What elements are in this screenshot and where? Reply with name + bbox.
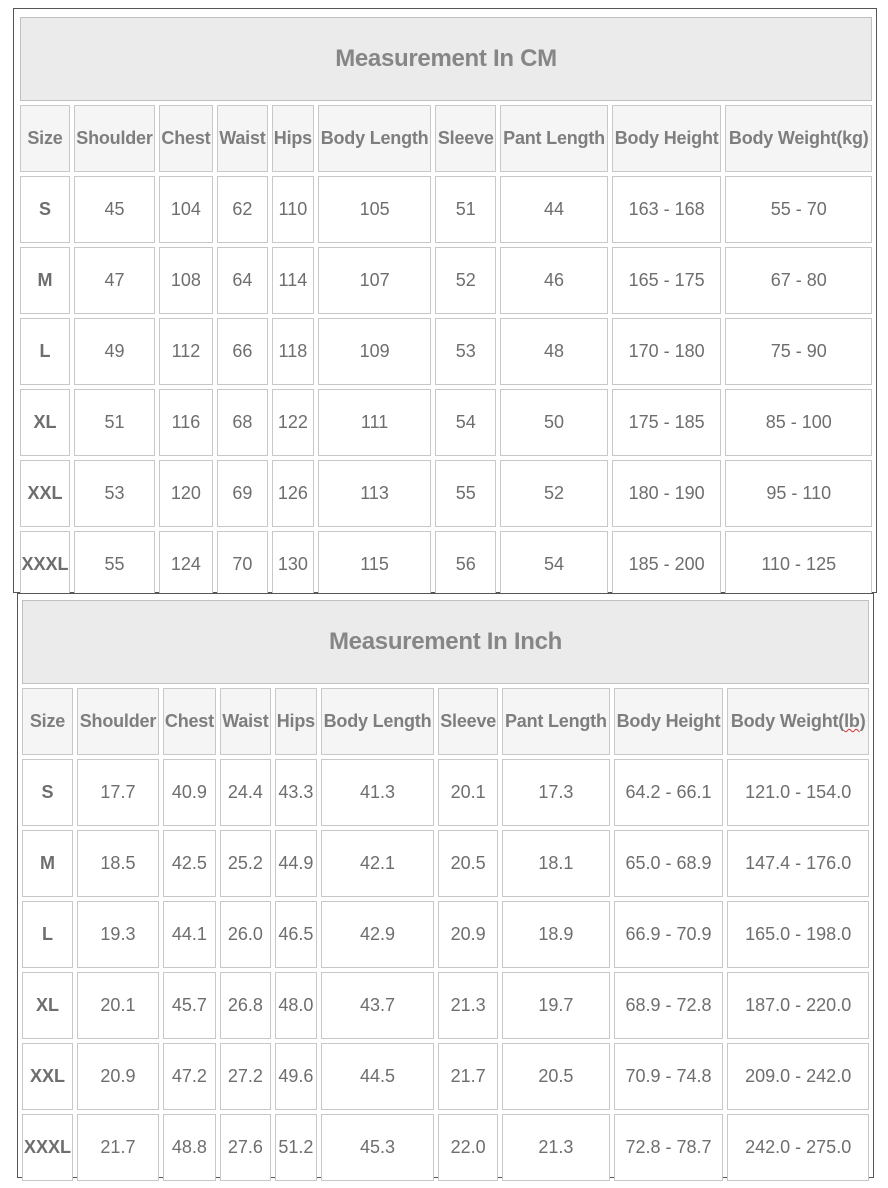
cell-chest: 112 xyxy=(159,318,213,385)
cell-body-height: 165 - 175 xyxy=(612,247,722,314)
cell-shoulder: 20.1 xyxy=(77,972,159,1039)
cell-waist: 69 xyxy=(217,460,268,527)
cell-body-height: 68.9 - 72.8 xyxy=(614,972,724,1039)
cell-body-weight: 209.0 - 242.0 xyxy=(727,1043,869,1110)
cell-body-height: 70.9 - 74.8 xyxy=(614,1043,724,1110)
cell-pant-length: 20.5 xyxy=(502,1043,609,1110)
header-sleeve: Sleeve xyxy=(435,105,496,172)
cell-chest: 48.8 xyxy=(163,1114,216,1181)
cell-body-length: 109 xyxy=(318,318,431,385)
cell-hips: 48.0 xyxy=(275,972,317,1039)
table-row xyxy=(20,176,872,243)
header-body-weight-text: Body Weight(lb) xyxy=(730,711,866,731)
cm-table-title: Measurement In CM xyxy=(20,17,872,101)
cell-waist: 62 xyxy=(217,176,268,243)
cell-chest: 108 xyxy=(159,247,213,314)
inch-table xyxy=(18,596,873,1185)
cell-hips: 49.6 xyxy=(275,1043,317,1110)
cell-sleeve: 51 xyxy=(435,176,496,243)
cell-sleeve: 56 xyxy=(435,531,496,598)
cell-body-length: 107 xyxy=(318,247,431,314)
cell-waist: 25.2 xyxy=(220,830,271,897)
cell-body-weight: 67 - 80 xyxy=(725,247,872,314)
header-body-height: Body Height xyxy=(612,105,722,172)
cell-body-length: 105 xyxy=(318,176,431,243)
cell-shoulder: 19.3 xyxy=(77,901,159,968)
cell-hips: 118 xyxy=(272,318,314,385)
inch-header-row xyxy=(22,688,869,755)
header-hips: Hips xyxy=(275,688,317,755)
cell-chest: 104 xyxy=(159,176,213,243)
cell-hips: 44.9 xyxy=(275,830,317,897)
cell-body-height: 65.0 - 68.9 xyxy=(614,830,724,897)
cm-table xyxy=(16,13,876,602)
cell-sleeve: 20.9 xyxy=(438,901,498,968)
cell-body-weight: 242.0 - 275.0 xyxy=(727,1114,869,1181)
cell-shoulder: 45 xyxy=(74,176,155,243)
cell-body-length: 43.7 xyxy=(321,972,434,1039)
cell-body-height: 64.2 - 66.1 xyxy=(614,759,724,826)
cell-sleeve: 21.7 xyxy=(438,1043,498,1110)
cell-waist: 66 xyxy=(217,318,268,385)
cell-pant-length: 21.3 xyxy=(502,1114,609,1181)
cell-chest: 120 xyxy=(159,460,213,527)
cell-hips: 130 xyxy=(272,531,314,598)
inch-size-chart xyxy=(17,593,874,1178)
cell-waist: 26.0 xyxy=(220,901,271,968)
cell-size: XXXL xyxy=(20,531,70,598)
cell-body-height: 180 - 190 xyxy=(612,460,722,527)
table-row xyxy=(20,531,872,598)
cell-pant-length: 46 xyxy=(500,247,608,314)
cell-shoulder: 55 xyxy=(74,531,155,598)
header-hips: Hips xyxy=(272,105,314,172)
cell-body-length: 44.5 xyxy=(321,1043,434,1110)
cell-shoulder: 51 xyxy=(74,389,155,456)
cell-waist: 70 xyxy=(217,531,268,598)
header-chest: Chest xyxy=(159,105,213,172)
cell-pant-length: 48 xyxy=(500,318,608,385)
cell-body-weight: 147.4 - 176.0 xyxy=(727,830,869,897)
cell-size: XL xyxy=(20,389,70,456)
table-row xyxy=(22,830,869,897)
cell-body-height: 66.9 - 70.9 xyxy=(614,901,724,968)
cell-shoulder: 53 xyxy=(74,460,155,527)
cell-pant-length: 54 xyxy=(500,531,608,598)
cell-body-height: 163 - 168 xyxy=(612,176,722,243)
cm-header-row xyxy=(20,105,872,172)
cell-size: L xyxy=(22,901,73,968)
cell-chest: 42.5 xyxy=(163,830,216,897)
cell-sleeve: 21.3 xyxy=(438,972,498,1039)
cell-shoulder: 21.7 xyxy=(77,1114,159,1181)
cell-pant-length: 18.9 xyxy=(502,901,609,968)
cell-waist: 27.2 xyxy=(220,1043,271,1110)
cell-size: S xyxy=(22,759,73,826)
cell-sleeve: 52 xyxy=(435,247,496,314)
cell-chest: 40.9 xyxy=(163,759,216,826)
header-body-length: Body Length xyxy=(321,688,434,755)
cell-size: XXXL xyxy=(22,1114,73,1181)
cell-shoulder: 49 xyxy=(74,318,155,385)
cell-body-length: 115 xyxy=(318,531,431,598)
header-body-weight xyxy=(727,688,869,755)
cell-sleeve: 20.1 xyxy=(438,759,498,826)
cell-body-length: 42.9 xyxy=(321,901,434,968)
cell-shoulder: 20.9 xyxy=(77,1043,159,1110)
cell-hips: 122 xyxy=(272,389,314,456)
cell-body-weight: 165.0 - 198.0 xyxy=(727,901,869,968)
cell-size: S xyxy=(20,176,70,243)
cell-pant-length: 44 xyxy=(500,176,608,243)
cell-hips: 43.3 xyxy=(275,759,317,826)
header-waist: Waist xyxy=(220,688,271,755)
cell-size: XXL xyxy=(20,460,70,527)
cell-body-weight: 187.0 - 220.0 xyxy=(727,972,869,1039)
cell-body-weight: 95 - 110 xyxy=(725,460,872,527)
cm-size-chart xyxy=(13,8,877,593)
header-chest: Chest xyxy=(163,688,216,755)
table-row xyxy=(20,247,872,314)
cell-size: XL xyxy=(22,972,73,1039)
cell-body-weight: 110 - 125 xyxy=(725,531,872,598)
cell-body-height: 170 - 180 xyxy=(612,318,722,385)
header-shoulder: Shoulder xyxy=(77,688,159,755)
cell-pant-length: 19.7 xyxy=(502,972,609,1039)
cell-shoulder: 17.7 xyxy=(77,759,159,826)
cell-chest: 47.2 xyxy=(163,1043,216,1110)
cell-body-weight: 55 - 70 xyxy=(725,176,872,243)
table-row xyxy=(20,389,872,456)
cell-waist: 27.6 xyxy=(220,1114,271,1181)
header-sleeve: Sleeve xyxy=(438,688,498,755)
table-row xyxy=(20,460,872,527)
cell-hips: 51.2 xyxy=(275,1114,317,1181)
cell-chest: 116 xyxy=(159,389,213,456)
header-waist: Waist xyxy=(217,105,268,172)
cell-hips: 46.5 xyxy=(275,901,317,968)
table-row xyxy=(22,901,869,968)
cell-shoulder: 18.5 xyxy=(77,830,159,897)
header-size: Size xyxy=(22,688,73,755)
cell-pant-length: 17.3 xyxy=(502,759,609,826)
cell-waist: 68 xyxy=(217,389,268,456)
cell-sleeve: 54 xyxy=(435,389,496,456)
header-size: Size xyxy=(20,105,70,172)
header-body-height: Body Height xyxy=(614,688,724,755)
cell-hips: 114 xyxy=(272,247,314,314)
cell-sleeve: 55 xyxy=(435,460,496,527)
table-row xyxy=(22,1114,869,1181)
cell-body-weight: 85 - 100 xyxy=(725,389,872,456)
cell-sleeve: 20.5 xyxy=(438,830,498,897)
header-pant-length: Pant Length xyxy=(502,688,609,755)
cell-sleeve: 22.0 xyxy=(438,1114,498,1181)
cell-pant-length: 18.1 xyxy=(502,830,609,897)
cell-pant-length: 52 xyxy=(500,460,608,527)
table-row xyxy=(22,759,869,826)
cell-body-length: 113 xyxy=(318,460,431,527)
cell-size: XXL xyxy=(22,1043,73,1110)
cell-waist: 26.8 xyxy=(220,972,271,1039)
table-row xyxy=(22,972,869,1039)
cell-body-height: 175 - 185 xyxy=(612,389,722,456)
cell-chest: 44.1 xyxy=(163,901,216,968)
cell-sleeve: 53 xyxy=(435,318,496,385)
cell-body-length: 41.3 xyxy=(321,759,434,826)
cell-body-length: 111 xyxy=(318,389,431,456)
table-row xyxy=(22,1043,869,1110)
cell-size: M xyxy=(22,830,73,897)
cell-hips: 110 xyxy=(272,176,314,243)
cell-body-length: 42.1 xyxy=(321,830,434,897)
table-row xyxy=(20,318,872,385)
cell-body-height: 72.8 - 78.7 xyxy=(614,1114,724,1181)
cell-body-weight: 121.0 - 154.0 xyxy=(727,759,869,826)
cell-chest: 124 xyxy=(159,531,213,598)
cell-waist: 24.4 xyxy=(220,759,271,826)
cell-hips: 126 xyxy=(272,460,314,527)
cell-body-weight: 75 - 90 xyxy=(725,318,872,385)
header-body-weight: Body Weight(kg) xyxy=(725,105,872,172)
inch-table-title: Measurement In Inch xyxy=(22,600,869,684)
header-shoulder: Shoulder xyxy=(74,105,155,172)
cell-size: L xyxy=(20,318,70,385)
cell-pant-length: 50 xyxy=(500,389,608,456)
cell-shoulder: 47 xyxy=(74,247,155,314)
header-pant-length: Pant Length xyxy=(500,105,608,172)
cell-body-length: 45.3 xyxy=(321,1114,434,1181)
cell-body-height: 185 - 200 xyxy=(612,531,722,598)
header-body-length: Body Length xyxy=(318,105,431,172)
cell-chest: 45.7 xyxy=(163,972,216,1039)
cell-size: M xyxy=(20,247,70,314)
cell-waist: 64 xyxy=(217,247,268,314)
